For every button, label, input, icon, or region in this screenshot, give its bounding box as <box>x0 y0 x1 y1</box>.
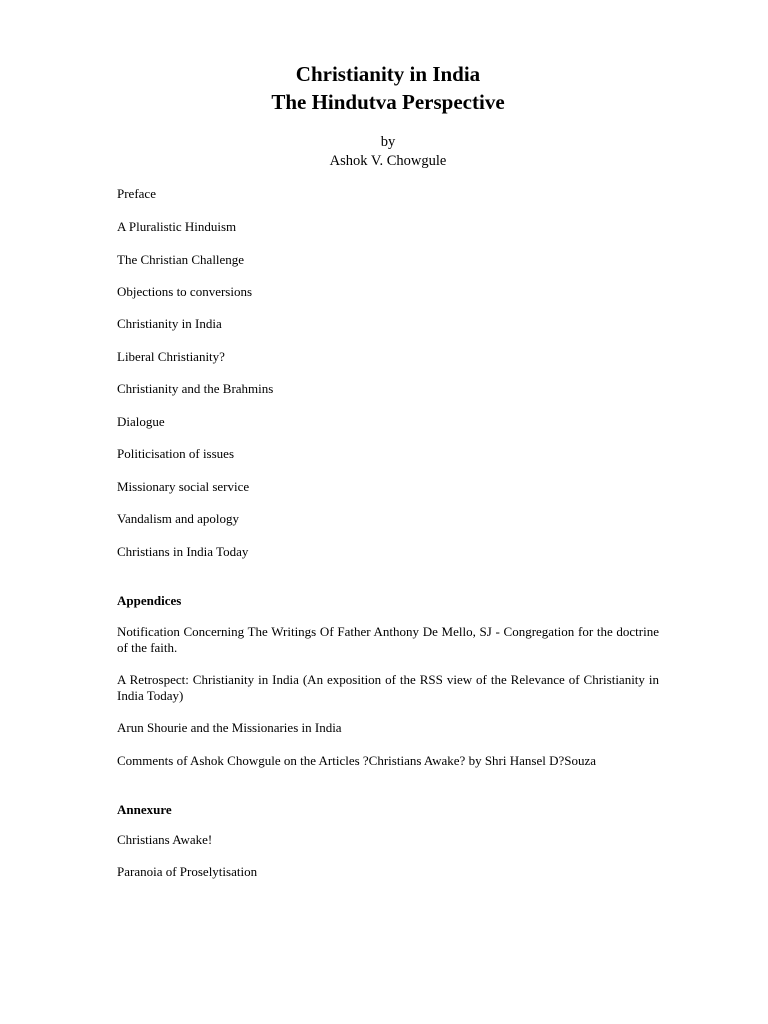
annexure-item[interactable]: Christians Awake! <box>117 832 213 847</box>
toc-item[interactable]: Preface <box>117 186 156 201</box>
toc-item[interactable]: Christianity in India <box>117 316 222 331</box>
appendix-item[interactable]: Arun Shourie and the Missionaries in India <box>117 720 342 735</box>
document-subtitle: The Hindutva Perspective <box>271 90 505 114</box>
appendix-item[interactable]: Notification Concerning The Writings Of Father Anthony De Mello, SJ - Congregation for the doctrine of the faith. <box>117 624 659 655</box>
toc-item[interactable]: Objections to conversions <box>117 284 253 299</box>
by-label: by <box>380 134 396 150</box>
annexure-heading: Annexure <box>117 802 172 817</box>
toc-item[interactable]: Politicisation of issues <box>117 446 234 461</box>
annexure-item[interactable]: Paranoia of Proselytisation <box>117 864 258 879</box>
appendix-item[interactable]: Comments of Ashok Chowgule on the Articles ?Christians Awake? by Shri Hansel D?Souza <box>117 753 597 768</box>
byline <box>0 133 768 171</box>
appendix-item[interactable]: A Retrospect: Christianity in India (An exposition of the RSS view of the Relevance of Christianity in India Today) <box>117 672 659 703</box>
toc-item[interactable]: Christianity and the Brahmins <box>117 381 274 396</box>
toc-item[interactable]: A Pluralistic Hinduism <box>117 219 237 234</box>
author-name: Ashok V. Chowgule <box>329 153 447 169</box>
toc-item[interactable]: Christians in India Today <box>117 544 249 559</box>
toc-item[interactable]: Missionary social service <box>117 479 250 494</box>
appendices-heading: Appendices <box>117 593 182 608</box>
title-block <box>0 60 768 116</box>
document-title: Christianity in India <box>295 62 481 86</box>
toc-item[interactable]: Vandalism and apology <box>117 511 240 526</box>
toc-item[interactable]: Liberal Christianity? <box>117 349 225 364</box>
toc-item[interactable]: Dialogue <box>117 414 165 429</box>
toc-item[interactable]: The Christian Challenge <box>117 252 245 267</box>
